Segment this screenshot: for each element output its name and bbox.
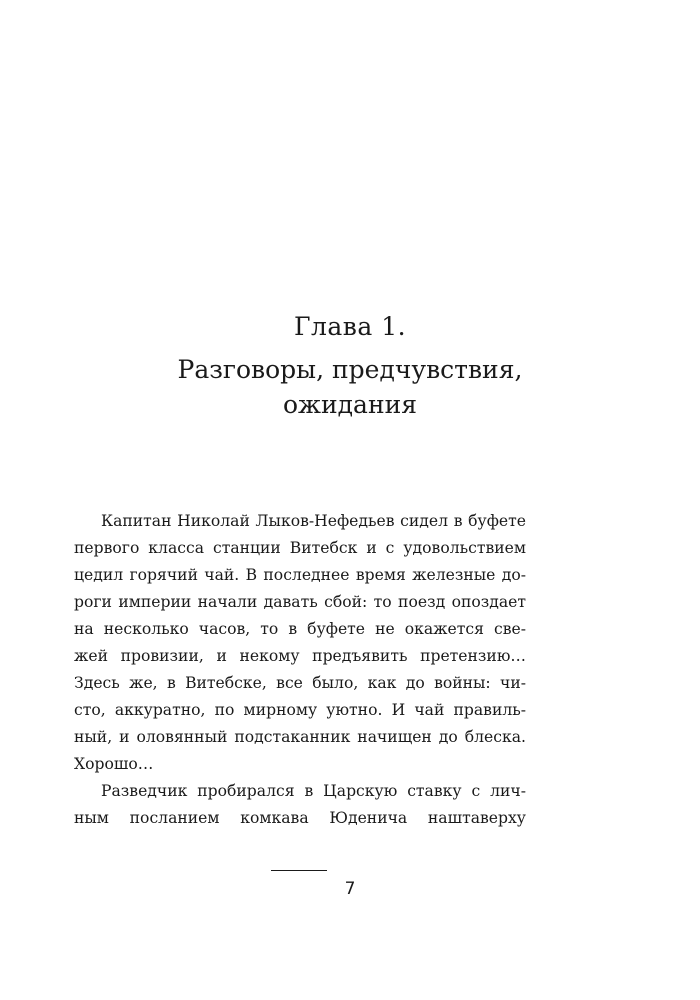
text-line: Хорошо…	[74, 755, 154, 773]
text-line: ный, и оловянный подстаканник начищен до блеска.	[74, 728, 526, 746]
chapter-number: Глава 1.	[293, 312, 407, 341]
chapter-title-line: ожидания	[282, 390, 418, 419]
page-number: 7	[344, 879, 356, 899]
paragraph	[74, 508, 526, 778]
text-line: на несколько часов, то в буфете не окажется све-	[74, 620, 526, 638]
folio-rule	[271, 870, 327, 871]
text-line: первого класса станции Витебск и с удовольствием	[74, 539, 526, 557]
text-line: Капитан Николай Лыков-Нефедьев сидел в буфете	[101, 512, 526, 530]
text-line: Разведчик пробирался в Царскую ставку с лич-	[101, 782, 526, 800]
chapter-title	[0, 352, 700, 422]
chapter-heading	[0, 310, 700, 422]
chapter-title-line: Разговоры, предчувствия,	[177, 355, 523, 384]
body-text	[74, 508, 526, 832]
text-line: роги империи начали давать сбой: то поезд опоздает	[74, 593, 526, 611]
paragraph	[74, 778, 526, 832]
text-line: жей провизии, и некому предъявить претензию…	[74, 647, 526, 665]
text-line: сто, аккуратно, по мирному уютно. И чай правиль-	[74, 701, 526, 719]
text-line: Здесь же, в Витебске, все было, как до войны: чи-	[74, 674, 526, 692]
text-line: цедил горячий чай. В последнее время железные до-	[74, 566, 526, 584]
text-line: ным посланием комкава Юденича наштаверху	[74, 809, 526, 827]
